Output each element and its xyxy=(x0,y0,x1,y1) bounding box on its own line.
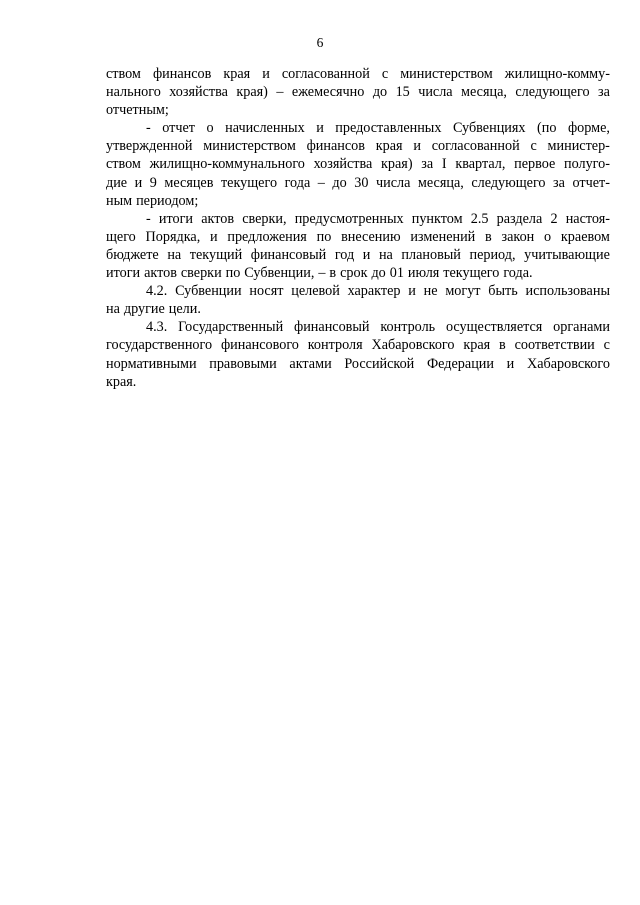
text-line xyxy=(106,137,610,155)
word: - xyxy=(146,210,151,227)
word: контроля xyxy=(307,337,363,354)
text-line xyxy=(106,228,610,246)
word: по xyxy=(316,228,332,245)
word: на xyxy=(378,246,393,263)
word: внесению xyxy=(341,228,401,245)
text-line xyxy=(106,119,610,137)
word: до xyxy=(371,265,386,282)
word: края) xyxy=(381,156,413,173)
word: края) xyxy=(236,84,268,101)
word: – xyxy=(318,265,326,282)
word: 2 xyxy=(550,210,558,227)
word: месяца, xyxy=(461,84,507,101)
word: следующего xyxy=(515,84,590,101)
word: министерством xyxy=(203,138,296,155)
word: краевом xyxy=(560,228,610,245)
word: - xyxy=(146,120,151,137)
word: сверки, xyxy=(242,210,287,227)
word: начисленных xyxy=(225,120,305,137)
word: финансового xyxy=(220,337,299,354)
word: ством xyxy=(106,66,141,82)
word: актов xyxy=(201,210,235,227)
word: в xyxy=(485,228,492,245)
word: срок xyxy=(340,265,368,282)
page-number: 6 xyxy=(316,35,324,50)
text-line xyxy=(106,355,610,373)
word: Субвенции, xyxy=(244,265,315,282)
word: итоги xyxy=(158,210,194,227)
word: нормативными xyxy=(106,355,197,372)
word: пунктом xyxy=(411,210,463,227)
word: утвержденной xyxy=(106,138,193,155)
word: быть xyxy=(488,283,518,300)
word: Субвенции xyxy=(175,283,242,300)
text-line xyxy=(106,65,610,83)
text-line xyxy=(106,192,610,210)
word: по xyxy=(225,265,241,282)
word: и xyxy=(210,228,218,245)
word: плановый xyxy=(401,246,461,263)
word: жилищно-коммунального xyxy=(149,156,305,173)
text-line xyxy=(106,336,610,354)
text-line xyxy=(106,318,610,336)
word: 9 xyxy=(149,174,157,191)
word: Субвенциях xyxy=(452,120,526,137)
word: и xyxy=(408,283,416,300)
word: носят xyxy=(249,283,284,300)
word: края. xyxy=(106,373,137,390)
word: согласованной xyxy=(281,66,370,82)
word: края xyxy=(375,138,403,155)
word: числа xyxy=(375,174,411,191)
word: до xyxy=(332,174,347,191)
word: форме, xyxy=(567,120,610,137)
word: отчет- xyxy=(572,174,610,191)
word: Хабаровского xyxy=(526,355,610,372)
word: и xyxy=(506,355,515,372)
word: в xyxy=(329,265,337,282)
text-line xyxy=(106,300,610,318)
word: финансовый xyxy=(250,246,327,263)
word: и xyxy=(262,66,270,82)
word: отчетным; xyxy=(106,102,169,119)
word: первое xyxy=(514,156,556,173)
word: I xyxy=(441,156,447,173)
word: периодом; xyxy=(136,192,199,209)
word: Порядка, xyxy=(145,228,201,245)
word: о xyxy=(206,120,214,137)
word: нального xyxy=(106,84,161,101)
word: год xyxy=(334,246,355,263)
word: актами xyxy=(289,355,332,372)
word: текущего xyxy=(443,265,500,282)
word: Государственный xyxy=(178,319,284,336)
word: финансов xyxy=(152,66,212,82)
word: с xyxy=(530,138,537,155)
word: до xyxy=(372,84,388,101)
word: финансов xyxy=(306,138,365,155)
word: Хабаровского xyxy=(371,337,455,354)
word: цели. xyxy=(168,301,201,318)
word: Федерации xyxy=(426,355,494,372)
text-line xyxy=(106,264,610,282)
text-line xyxy=(106,83,610,101)
word: использованы xyxy=(525,283,610,300)
word: 2.5 xyxy=(470,210,489,227)
word: 30 xyxy=(354,174,369,191)
word: жилищно-комму- xyxy=(504,66,610,82)
text-line xyxy=(106,174,610,192)
word: щего xyxy=(106,228,136,245)
word: отчет xyxy=(162,120,195,137)
word: с xyxy=(603,337,610,354)
word: за xyxy=(597,84,610,101)
word: хозяйства xyxy=(169,84,228,101)
word: учитывающие xyxy=(524,246,610,263)
word: за xyxy=(421,156,434,173)
word: закон xyxy=(501,228,535,245)
word: года. xyxy=(503,265,533,282)
word: и xyxy=(134,174,143,191)
document-body xyxy=(106,65,610,391)
word: июля xyxy=(407,265,440,282)
word: итоги xyxy=(106,265,141,282)
word: в xyxy=(499,337,506,354)
word: предложения xyxy=(227,228,307,245)
word: текущего xyxy=(220,174,278,191)
word: не xyxy=(423,283,438,300)
word: ежемесячно xyxy=(291,84,365,101)
word: на xyxy=(167,246,182,263)
word: и xyxy=(362,246,371,263)
word: государственного xyxy=(106,337,213,354)
word: и xyxy=(316,120,324,137)
word: дие xyxy=(106,174,128,191)
word: – xyxy=(276,84,284,101)
word: 15 xyxy=(395,84,410,101)
word: 4.2. xyxy=(146,283,168,300)
word: согласованной xyxy=(431,138,520,155)
word: раздела xyxy=(496,210,543,227)
text-line xyxy=(106,282,610,300)
word: о xyxy=(544,228,552,245)
word: предусмотренных xyxy=(294,210,404,227)
word: настоя- xyxy=(565,210,610,227)
word: целевой xyxy=(291,283,340,300)
word: края xyxy=(463,337,491,354)
word: могут xyxy=(445,283,481,300)
word: Российской xyxy=(344,355,415,372)
word: изменений xyxy=(410,228,476,245)
word: предоставленных xyxy=(335,120,442,137)
word: органами xyxy=(553,319,610,336)
word: актов xyxy=(144,265,177,282)
word: другие xyxy=(123,301,165,318)
word: правовыми xyxy=(209,355,277,372)
text-line xyxy=(106,373,610,391)
word: контроль xyxy=(380,319,436,336)
word: ством xyxy=(106,156,141,173)
word: финансовый xyxy=(294,319,370,336)
word: бюджете xyxy=(106,246,159,263)
text-line xyxy=(106,210,610,228)
word: период, xyxy=(469,246,516,263)
word: текущий xyxy=(189,246,243,263)
word: хозяйства xyxy=(313,156,373,173)
word: сверки xyxy=(180,265,222,282)
word: осуществляется xyxy=(445,319,543,336)
word: министер- xyxy=(547,138,610,155)
word: года xyxy=(284,174,311,191)
word: полуго- xyxy=(563,156,610,173)
word: квартал, xyxy=(455,156,506,173)
word: – xyxy=(317,174,325,191)
word: месяцев xyxy=(164,174,214,191)
word: соответствии xyxy=(514,337,595,354)
text-line xyxy=(106,101,610,119)
word: 01 xyxy=(389,265,404,282)
word: ным xyxy=(106,192,133,209)
word: месяца, xyxy=(417,174,464,191)
word: с xyxy=(381,66,389,82)
text-line xyxy=(106,155,610,173)
word: на xyxy=(106,301,120,318)
word: числа xyxy=(418,84,453,101)
word: края xyxy=(223,66,251,82)
word: характер xyxy=(347,283,401,300)
word: следующего xyxy=(471,174,546,191)
word: 4.3. xyxy=(146,319,168,336)
word: и xyxy=(413,138,421,155)
word: (по xyxy=(537,120,557,137)
word: за xyxy=(553,174,565,191)
word: министерством xyxy=(400,66,493,82)
text-line xyxy=(106,246,610,264)
